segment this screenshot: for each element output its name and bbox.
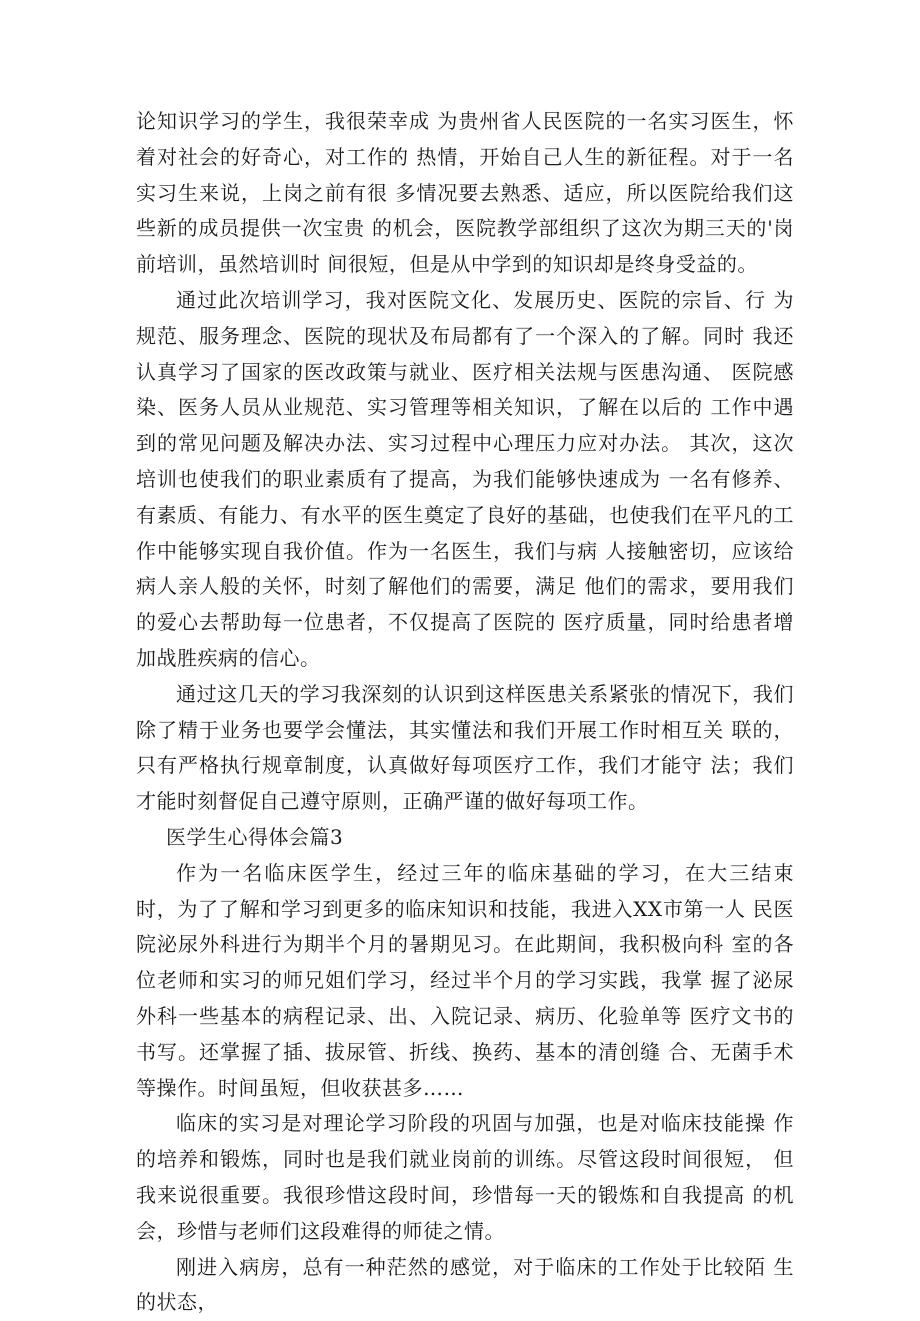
paragraph-3: 通过这几天的学习我深刻的认识到这样医患关系紧张的情况下，我们除了精于业务也要学会懂法，其实懂法和我们开展工作时相互关 联的，只有严格执行规章制度，认真做好每项医疗工作，我们才能守 法；我们才能时刻督促自己遵守原则，正确严谨的做好每项工作。	[136, 677, 794, 820]
section-heading: 医学生心得体会篇3	[136, 820, 794, 856]
paragraph-5: 临床的实习是对理论学习阶段的巩固与加强，也是对临床技能操 作的培养和锻炼，同时也是我们就业岗前的训练。尽管这段时间很短， 但我来说很重要。我很珍惜这段时间，珍惜每一天的锻炼和自我提高 的机会，珍惜与老师们这段难得的师徒之情。	[136, 1106, 794, 1249]
document-page	[136, 104, 794, 1321]
paragraph-1: 论知识学习的学生，我很荣幸成 为贵州省人民医院的一名实习医生，怀着对社会的好奇心，对工作的 热情，开始自己人生的新征程。对于一名实习生来说，上岗之前有很 多情况要去熟悉、适应，所以医院给我们这些新的成员提供一次宝贵 的机会，医院教学部组织了这次为期三天的'岗前培训，虽然培训时 间很短，但是从中学到的知识却是终身受益的。	[136, 104, 794, 283]
paragraph-2: 通过此次培训学习，我对医院文化、发展历史、医院的宗旨、行 为规范、服务理念、医院的现状及布局都有了一个深入的了解。同时 我还认真学习了国家的医改政策与就业、医疗相关法规与医患沟通、 医院感染、医务人员从业规范、实习管理等相关知识，了解在以后的 工作中遇到的常见问题及解决办法、实习过程中心理压力应对办法。 其次，这次培训也使我们的职业素质有了提高，为我们能够快速成为 一名有修养、有素质、有能力、有水平的医生奠定了良好的基础，也使我们在平凡的工作中能够实现自我价值。作为一名医生，我们与病 人接触密切，应该给病人亲人般的关怀，时刻了解他们的需要，满足 他们的需求，要用我们的爱心去帮助每一位患者，不仅提高了医院的 医疗质量，同时给患者增加战胜疾病的信心。	[136, 283, 794, 677]
paragraph-6: 刚进入病房，总有一种茫然的感觉，对于临床的工作处于比较陌 生的状态，	[136, 1250, 794, 1321]
paragraph-4: 作为一名临床医学生，经过三年的临床基础的学习，在大三结束 时，为了了解和学习到更多的临床知识和技能，我进入XX市第一人 民医院泌尿外科进行为期半个月的暑期见习。在此期间，我积极向科 室的各位老师和实习的师兄姐们学习，经过半个月的学习实践，我掌 握了泌尿外科一些基本的病程记录、出、入院记录、病历、化验单等 医疗文书的书写。还掌握了插、拔尿管、折线、换药、基本的清创缝 合、无菌手术等操作。时间虽短，但收获甚多……	[136, 856, 794, 1107]
